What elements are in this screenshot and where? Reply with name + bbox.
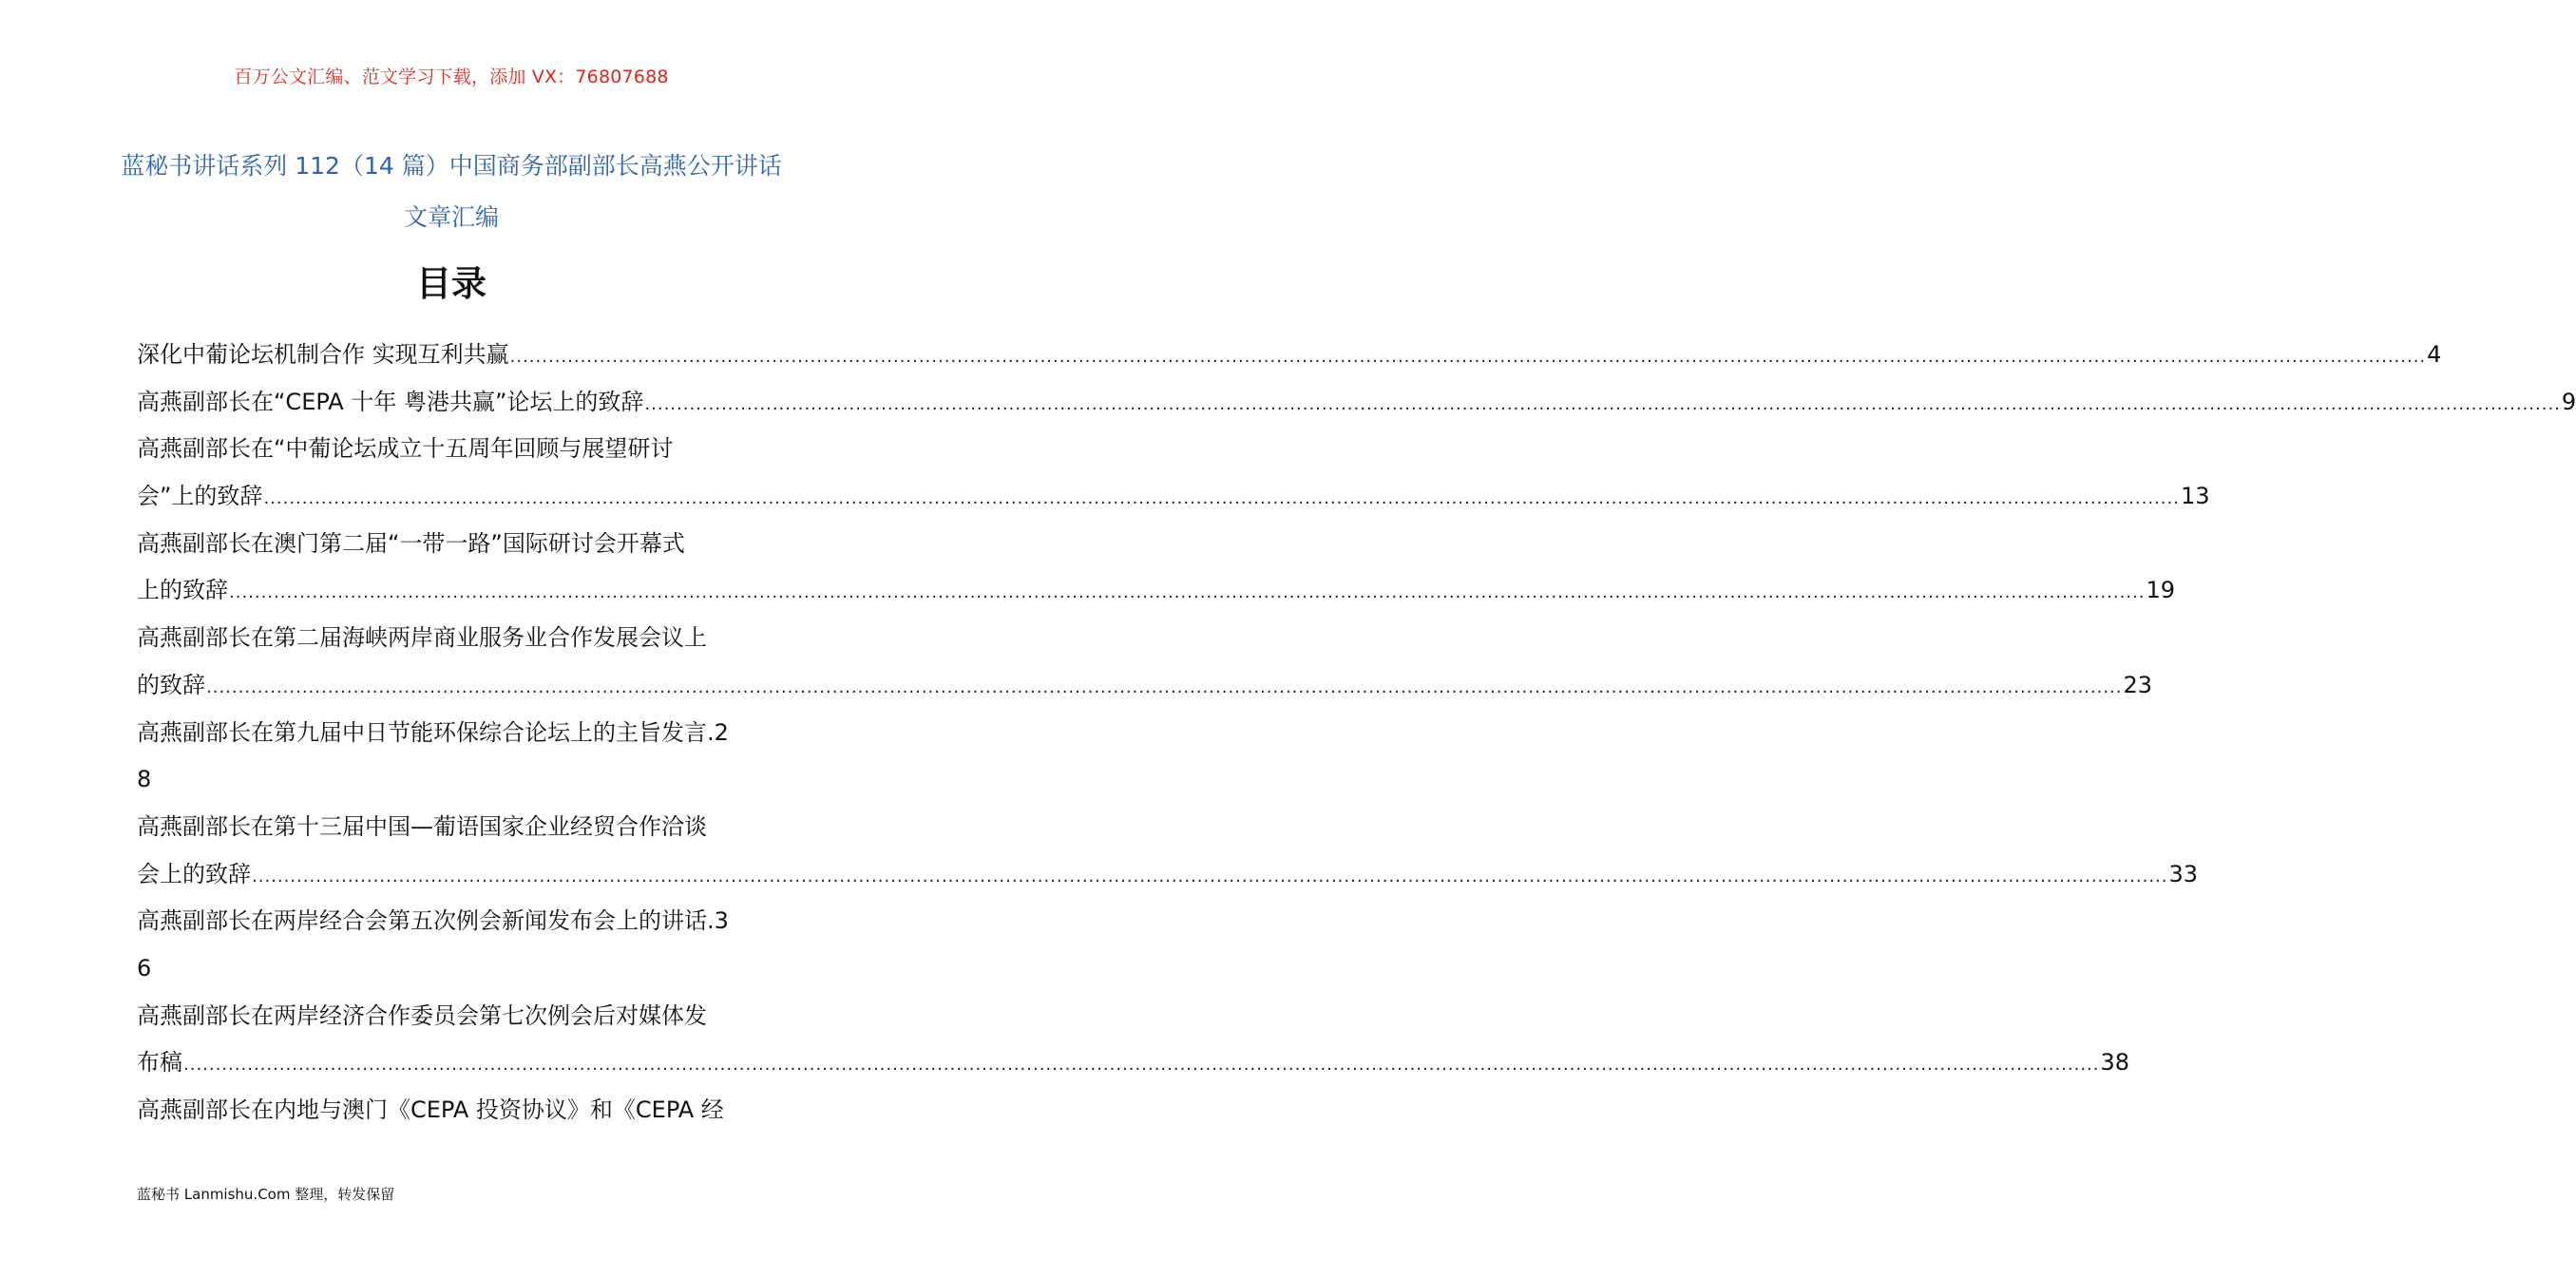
toc-dot-leader: ............................................................................................................................................................................................................................................................................................................ xyxy=(263,488,2180,509)
toc-entry-line xyxy=(137,851,2199,899)
table-of-contents xyxy=(137,332,2576,1134)
toc-page-number: 4 xyxy=(2427,341,2442,368)
toc-entry-line xyxy=(137,615,768,662)
toc-entry-line xyxy=(137,1087,768,1134)
footer-note: 蓝秘书 Lanmishu.Com 整理，转发保留 xyxy=(137,1186,395,1203)
toc-dot-leader: ............................................................................................................................................................................................................................................................................................................ xyxy=(252,866,2168,886)
toc-entry-line xyxy=(137,993,768,1040)
toc-entry-line xyxy=(137,662,2153,710)
toc-entry[interactable] xyxy=(137,521,2176,615)
toc-entry-text: 高燕副部长在澳门第二届“一带一路”国际研讨会开幕式 xyxy=(137,529,685,557)
toc-entry-text: 高燕副部长在两岸经济合作委员会第七次例会后对媒体发 xyxy=(137,1001,707,1029)
toc-entry-line xyxy=(137,710,768,757)
toc-entry[interactable] xyxy=(137,332,2442,379)
toc-page-number: 13 xyxy=(2180,483,2210,510)
promo-banner: 百万公文汇编、范文学习下载，添加 VX：76807688 xyxy=(234,67,669,87)
toc-dot-leader: ............................................................................................................................................................................................................................................................................................................ xyxy=(229,582,2146,603)
toc-entry-text: 高燕副部长在内地与澳门《CEPA 投资协议》和《CEPA 经 xyxy=(137,1096,724,1123)
toc-entry-text: 8 xyxy=(137,766,152,793)
toc-heading: 目录 xyxy=(416,263,487,304)
toc-entry[interactable] xyxy=(137,993,2130,1087)
toc-entry-line xyxy=(137,898,768,945)
toc-entry-line xyxy=(137,1039,2130,1087)
toc-dot-leader: ............................................................................................................................................................................................................................................................................................................ xyxy=(183,1055,2100,1076)
toc-dot-leader: ............................................................................................................................................................................................................................................................................................................ xyxy=(509,347,2427,367)
toc-dot-leader: ............................................................................................................................................................................................................................................................................................................ xyxy=(644,393,2561,414)
toc-entry-line xyxy=(137,756,768,804)
toc-entry-line xyxy=(137,567,2176,615)
toc-entry[interactable] xyxy=(137,710,768,804)
toc-entry-text: 高燕副部长在“中葡论坛成立十五周年回顾与展望研讨 xyxy=(137,435,674,463)
toc-entry[interactable] xyxy=(137,615,2153,709)
toc-dot-leader: ............................................................................................................................................................................................................................................................................................................ xyxy=(206,677,2123,697)
toc-page-number: 9 xyxy=(2561,388,2576,415)
toc-page-number: 23 xyxy=(2123,671,2153,698)
toc-entry-line xyxy=(137,804,768,851)
toc-entry-text: 会上的致辞 xyxy=(137,860,251,887)
toc-entry-text: 深化中葡论坛机制合作 实现互利共赢 xyxy=(137,341,509,368)
toc-entry[interactable] xyxy=(137,804,2199,898)
toc-entry-line xyxy=(137,945,768,993)
toc-entry-line xyxy=(137,379,2576,427)
toc-entry[interactable] xyxy=(137,379,2576,427)
document-title: 蓝秘书讲话系列 112（14 篇）中国商务部副部长高燕公开讲话文章汇编 xyxy=(121,152,782,231)
toc-entry[interactable] xyxy=(137,898,768,992)
toc-entry-text: 高燕副部长在第二届海峡两岸商业服务业合作发展会议上 xyxy=(137,624,707,652)
toc-entry-text: 6 xyxy=(137,954,152,982)
toc-entry-text: 高燕副部长在第九届中日节能环保综合论坛上的主旨发言.2 xyxy=(137,718,729,746)
toc-entry-text: 会”上的致辞 xyxy=(137,483,263,510)
toc-entry-text: 高燕副部长在两岸经合会第五次例会新闻发布会上的讲话.3 xyxy=(137,907,729,935)
toc-page-number: 38 xyxy=(2100,1049,2130,1077)
toc-page-number: 33 xyxy=(2168,860,2199,887)
toc-entry-text: 上的致辞 xyxy=(137,577,228,604)
toc-page-number: 19 xyxy=(2146,577,2176,604)
toc-entry-line xyxy=(137,473,2210,521)
toc-entry[interactable] xyxy=(137,1087,768,1134)
toc-entry[interactable] xyxy=(137,426,2210,520)
toc-entry-text: 的致辞 xyxy=(137,671,205,698)
toc-entry-line xyxy=(137,521,768,568)
toc-entry-line xyxy=(137,426,768,473)
toc-entry-text: 高燕副部长在“CEPA 十年 粤港共赢”论坛上的致辞 xyxy=(137,388,644,415)
toc-entry-line xyxy=(137,332,2442,379)
toc-entry-text: 布稿 xyxy=(137,1049,182,1077)
toc-entry-text: 高燕副部长在第十三届中国—葡语国家企业经贸合作洽谈 xyxy=(137,812,707,840)
